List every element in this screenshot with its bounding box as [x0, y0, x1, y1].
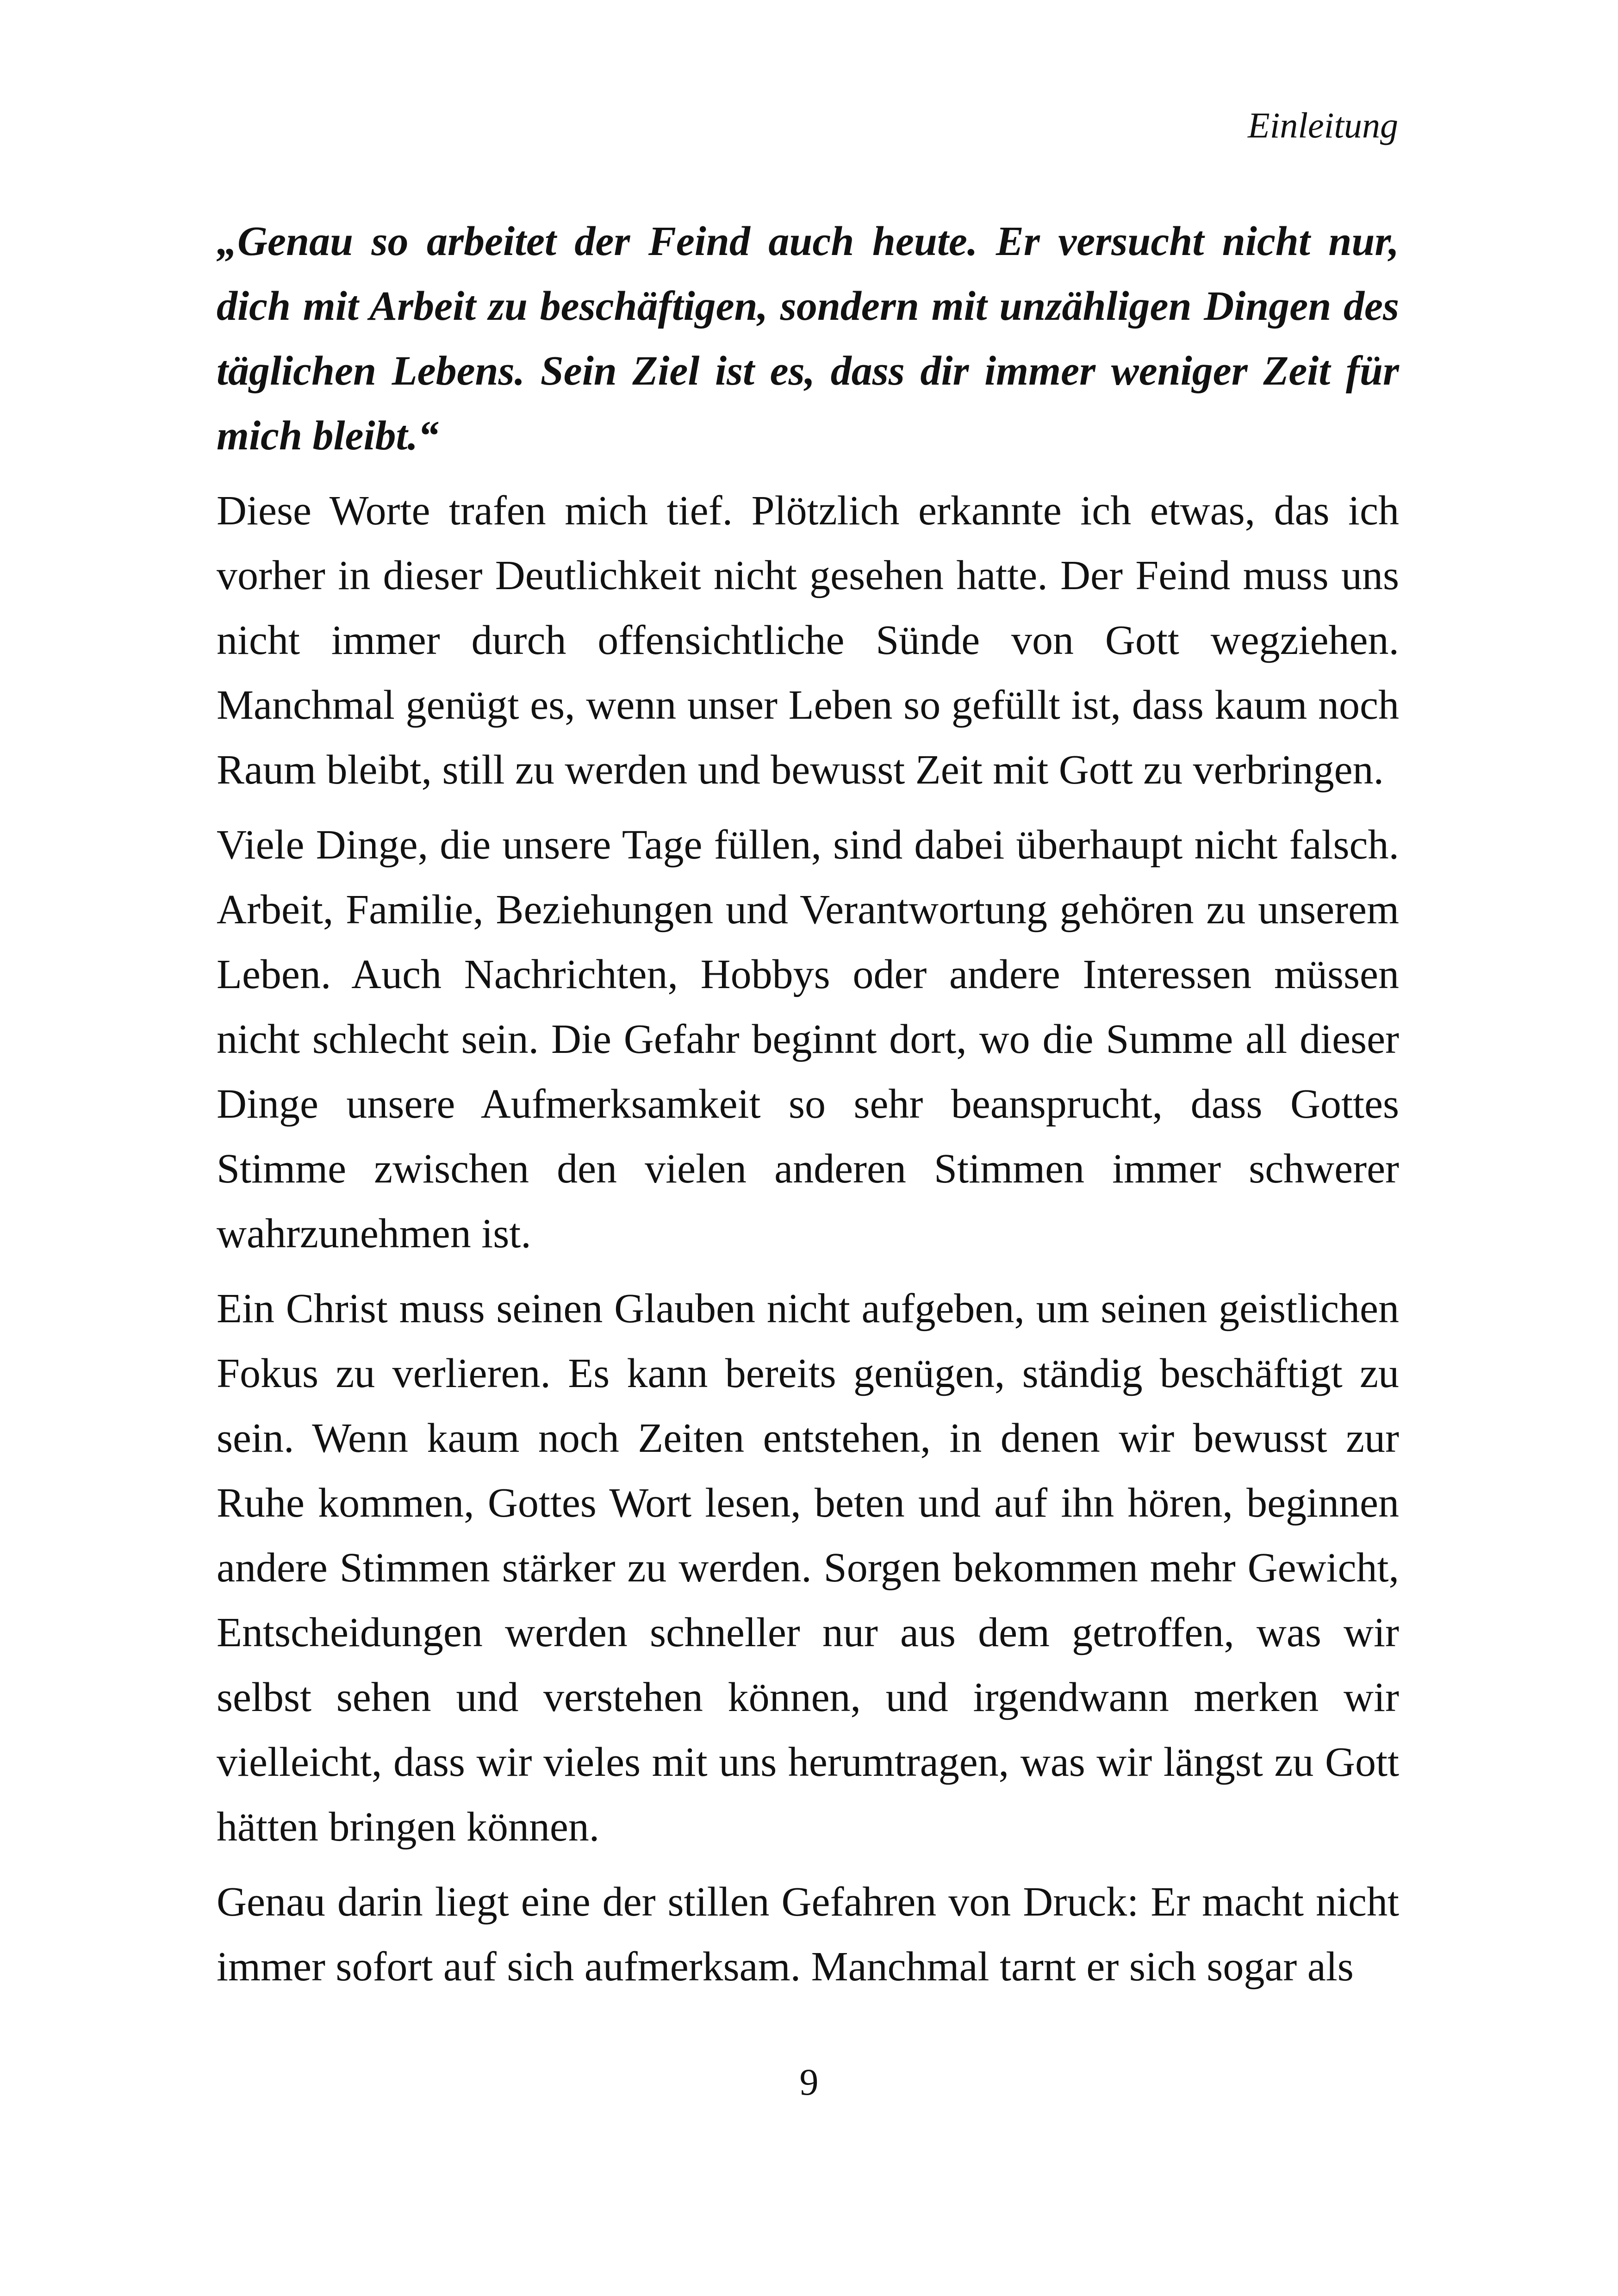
running-head: Einleitung — [1248, 105, 1398, 145]
quote-paragraph: „Genau so arbeitet der Feind auch heute. Er versucht nicht nur, dich mit Arbeit zu beschäftigen, sondern mit unzähligen Dingen des täglichen Lebens. Sein Ziel ist es, dass dir immer weniger Zeit für mich bleibt.“ — [217, 218, 1399, 459]
body-paragraph: Diese Worte trafen mich tief. Plötzlich erkannte ich etwas, das ich vorher in dieser Deutlichkeit nicht gesehen hatte. Der Feind muss uns nicht immer durch offensichtliche Sünde von Gott wegziehen. Manchmal genügt es, wenn unser Leben so gefüllt ist, dass kaum noch Raum bleibt, still zu werden und bewusst Zeit mit Gott zu verbringen. — [217, 488, 1399, 793]
body-paragraph: Viele Dinge, die unsere Tage füllen, sind dabei überhaupt nicht falsch. Arbeit, Familie, Beziehungen und Verantwortung gehören zu unserem Leben. Auch Nachrichten, Hobbys oder andere Interessen müssen nicht schlecht sein. Die Gefahr beginnt dort, wo die Summe all dieser Dinge unsere Aufmerksamkeit so sehr beansprucht, dass Gottes Stimme zwischen den vielen anderen Stimmen immer schwerer wahrzunehmen ist. — [217, 822, 1399, 1257]
main-text — [217, 209, 1399, 2010]
body-paragraph: Ein Christ muss seinen Glauben nicht aufgeben, um seinen geistlichen Fokus zu verlieren. Es kann bereits genügen, ständig beschäftigt zu sein. Wenn kaum noch Zeiten entstehen, in denen wir bewusst zur Ruhe kommen, Gottes Wort lesen, beten und auf ihn hören, beginnen andere Stimmen stärker zu werden. Sorgen bekommen mehr Gewicht, Entscheidungen werden schneller nur aus dem getroffen, was wir selbst sehen und verstehen können, und irgendwann merken wir vielleicht, dass wir vieles mit uns herumtragen, was wir längst zu Gott hätten bringen können. — [217, 1286, 1399, 1850]
body-paragraph: Genau darin liegt eine der stillen Gefahren von Druck: Er macht nicht immer sofort auf sich aufmerksam. Manchmal tarnt er sich sogar als — [217, 1879, 1399, 1990]
page-number: 9 — [799, 2061, 819, 2103]
